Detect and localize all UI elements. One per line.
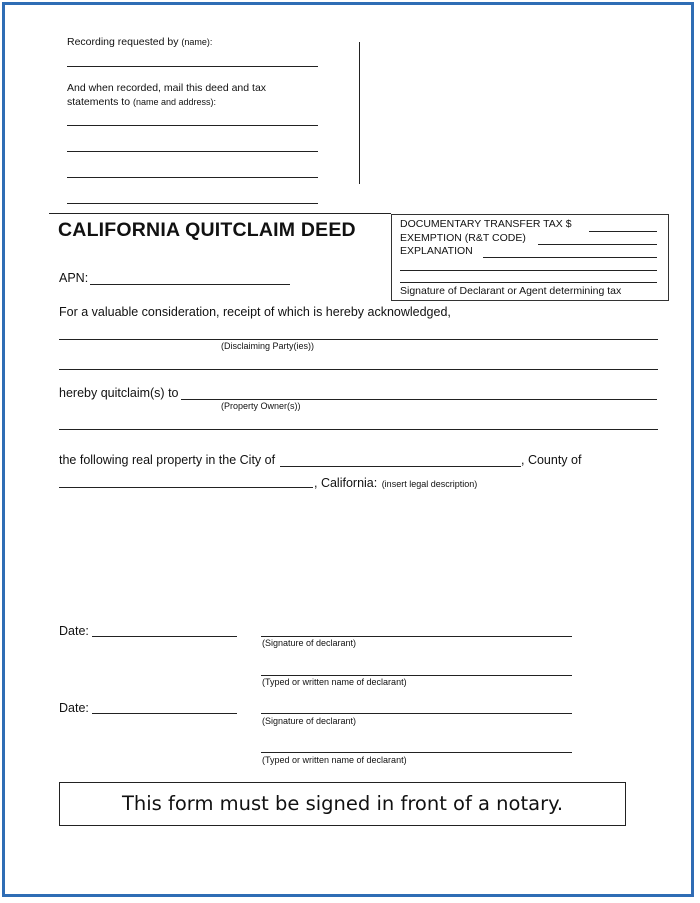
explanation-label: EXPLANATION bbox=[400, 245, 473, 257]
signature-hint-1: (Signature of declarant) bbox=[262, 638, 357, 648]
city-text: the following real property in the City of bbox=[59, 453, 276, 467]
property-owner-line-2[interactable] bbox=[59, 429, 658, 430]
date-line-2[interactable] bbox=[92, 713, 237, 714]
explanation-line-3[interactable] bbox=[400, 282, 657, 283]
disclaiming-party-hint: (Disclaiming Party(ies)) bbox=[221, 341, 315, 351]
date-line-1[interactable] bbox=[92, 636, 237, 637]
mail-address-line-2[interactable] bbox=[67, 151, 318, 152]
disclaiming-party-line[interactable] bbox=[59, 339, 658, 340]
apn-line[interactable] bbox=[90, 284, 290, 285]
documentary-tax-line[interactable] bbox=[589, 231, 657, 232]
header-divider bbox=[359, 42, 360, 184]
typed-name-line-2[interactable] bbox=[261, 752, 572, 753]
title-rule bbox=[49, 213, 391, 214]
documentary-tax-label: DOCUMENTARY TRANSFER TAX $ bbox=[400, 218, 572, 230]
mail-to-label: And when recorded, mail this deed and tax statements to (name and address): bbox=[67, 82, 267, 108]
recording-requested-label: Recording requested by (name): bbox=[67, 36, 213, 48]
signature-line-2[interactable] bbox=[261, 713, 572, 714]
county-text: , County of bbox=[521, 453, 582, 467]
disclaiming-party-line-2[interactable] bbox=[59, 369, 658, 370]
apn-label: APN: bbox=[59, 271, 89, 285]
notary-notice: This form must be signed in front of a notary. bbox=[59, 782, 626, 826]
exemption-label: EXEMPTION (R&T CODE) bbox=[400, 232, 526, 244]
property-owner-line[interactable] bbox=[181, 399, 657, 400]
document-title: CALIFORNIA QUITCLAIM DEED bbox=[58, 219, 356, 241]
typed-name-hint-2: (Typed or written name of declarant) bbox=[262, 755, 407, 765]
date-label-1: Date: bbox=[59, 624, 89, 638]
explanation-line-2[interactable] bbox=[400, 270, 657, 271]
county-line[interactable] bbox=[59, 487, 313, 488]
explanation-line-1[interactable] bbox=[483, 257, 657, 258]
declarant-signature-label: Signature of Declarant or Agent determining tax bbox=[400, 285, 622, 297]
mail-address-line-1[interactable] bbox=[67, 125, 318, 126]
quitclaim-text: hereby quitclaim(s) to bbox=[59, 386, 179, 400]
signature-hint-2: (Signature of declarant) bbox=[262, 716, 357, 726]
typed-name-hint-1: (Typed or written name of declarant) bbox=[262, 677, 407, 687]
typed-name-line-1[interactable] bbox=[261, 675, 572, 676]
california-label: , California: (insert legal description) bbox=[314, 476, 478, 490]
recording-name-line[interactable] bbox=[67, 66, 318, 67]
signature-line-1[interactable] bbox=[261, 636, 572, 637]
city-line[interactable] bbox=[280, 466, 521, 467]
date-label-2: Date: bbox=[59, 701, 89, 715]
consideration-text: For a valuable consideration, receipt of which is hereby acknowledged, bbox=[59, 305, 451, 319]
property-owner-hint: (Property Owner(s)) bbox=[221, 401, 301, 411]
mail-address-line-3[interactable] bbox=[67, 177, 318, 178]
mail-address-line-4[interactable] bbox=[67, 203, 318, 204]
exemption-line[interactable] bbox=[538, 244, 657, 245]
